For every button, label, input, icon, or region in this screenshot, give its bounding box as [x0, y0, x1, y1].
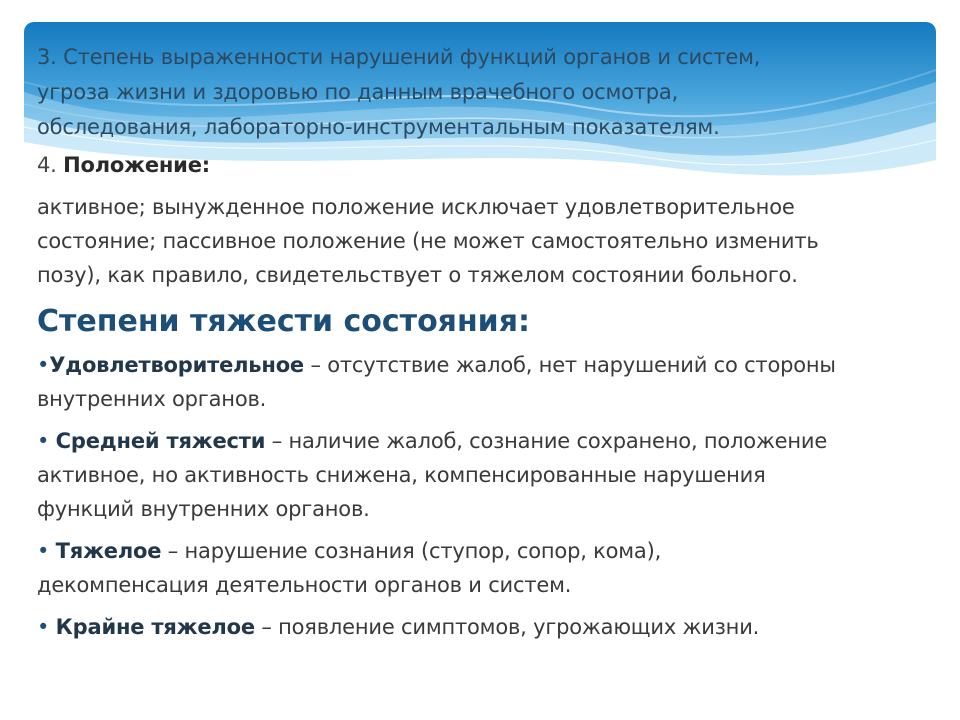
positions-line: позу), как правило, свидетельствует о тяжелом состоянии больного. — [37, 263, 798, 287]
severity-description-line: активное, но активность снижена, компенсированные нарушения — [37, 463, 766, 487]
section-4-number: 4. — [37, 153, 64, 177]
section-3-line: угроза жизни и здоровью по данным врачебного осмотра, — [37, 80, 679, 104]
severity-term: Крайне тяжелое — [55, 615, 255, 639]
severity-term: Удовлетворительное — [49, 353, 304, 377]
severity-description-line: функций внутренних органов. — [37, 497, 370, 521]
bullet-icon: • — [37, 429, 56, 453]
bullet-icon: • — [37, 539, 56, 563]
severity-description-line: внутренних органов. — [37, 387, 267, 411]
severity-item — [37, 424, 927, 526]
severity-item — [37, 534, 927, 602]
severity-heading: Степени тяжести состояния: — [37, 304, 530, 339]
section-4-label: Положение: — [63, 153, 210, 177]
slide-content — [37, 40, 927, 644]
bullet-icon: • — [37, 353, 50, 377]
positions-line: активное; вынужденное положение исключает удовлетворительное — [37, 195, 795, 219]
severity-term: Тяжелое — [55, 539, 162, 563]
severity-description: – наличие жалоб, сознание сохранено, положение — [265, 429, 828, 453]
severity-item — [37, 610, 927, 644]
severity-description: – появление симптомов, угрожающих жизни. — [254, 615, 760, 639]
severity-description: – отсутствие жалоб, нет нарушений со стороны — [303, 353, 836, 377]
severity-term: Средней тяжести — [55, 429, 266, 453]
positions-paragraph — [37, 190, 927, 292]
severity-description-line: декомпенсация деятельности органов и систем. — [37, 573, 572, 597]
positions-line: состояние; пассивное положение (не может самостоятельно изменить — [37, 229, 819, 253]
section-3-paragraph — [37, 40, 927, 145]
section-4-title — [37, 148, 927, 182]
severity-item — [37, 348, 927, 416]
section-3-line: обследования, лабораторно-инструментальным показателям. — [37, 115, 720, 139]
severity-description: – нарушение сознания (ступор, сопор, кома), — [161, 539, 662, 563]
bullet-icon: • — [37, 615, 56, 639]
section-3-line: 3. Степень выраженности нарушений функций органов и систем, — [37, 45, 761, 69]
